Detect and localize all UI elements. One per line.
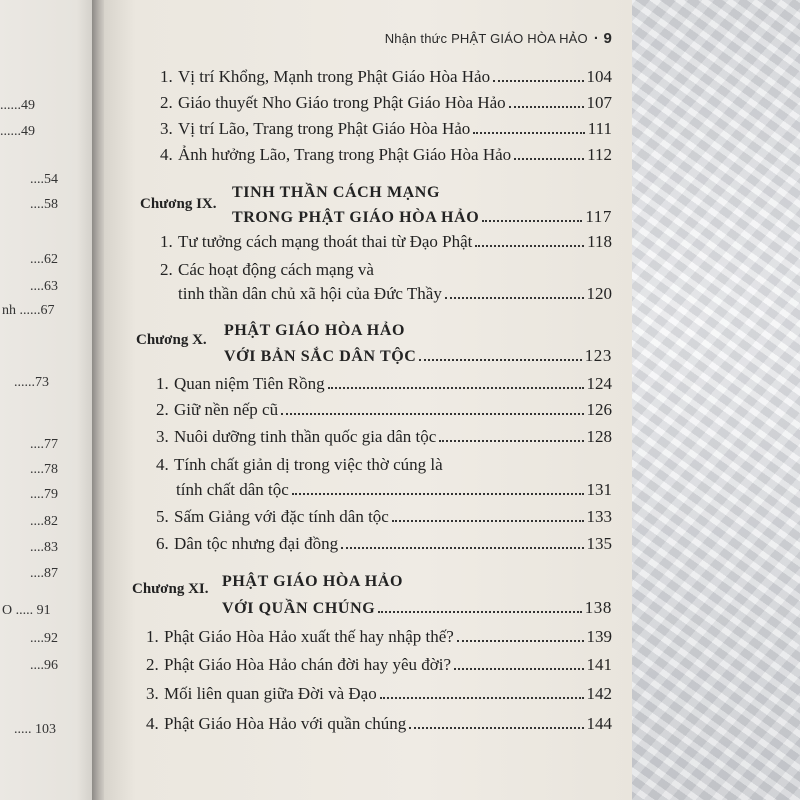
toc-entry: 3. Vị trí Lão, Trang trong Phật Giáo Hòa Hảo 111: [160, 119, 612, 138]
left-entry: ....83: [30, 540, 58, 555]
toc-entry: 3. Mối liên quan giữa Đời và Đạo 142: [146, 684, 612, 703]
toc-entry: 1. Phật Giáo Hòa Hảo xuất thế hay nhập thế? 139: [146, 627, 612, 646]
left-entry: ....87: [30, 566, 58, 581]
left-entry: O ..... 91: [2, 603, 51, 618]
left-entry: ..... 103: [14, 722, 56, 737]
toc-entry-line1: 4. Tính chất giản dị trong việc thờ cúng là: [156, 455, 443, 474]
right-page: [104, 0, 632, 800]
toc-entry-line1: 2. Các hoạt động cách mạng và: [160, 260, 374, 279]
left-entry: ......49: [0, 98, 35, 113]
left-entry: ....77: [30, 437, 58, 452]
toc-entry: 1. Vị trí Khổng, Mạnh trong Phật Giáo Hòa Hảo 104: [160, 67, 612, 86]
left-entry: ....96: [30, 658, 58, 673]
toc-entry: 4. Phật Giáo Hòa Hảo với quần chúng 144: [146, 714, 612, 733]
toc-entry: tinh thần dân chủ xã hội của Đức Thầy 120: [178, 284, 612, 303]
left-entry: ....92: [30, 631, 58, 646]
left-entry: ......73: [14, 375, 49, 390]
header-title: Nhận thức PHẬT GIÁO HÒA HẢO: [384, 31, 588, 46]
chapter-title: TINH THẦN CÁCH MẠNG: [232, 184, 441, 201]
chapter-title-line: TRONG PHẬT GIÁO HÒA HẢO 117: [232, 207, 612, 226]
header-page-number: · 9: [593, 30, 612, 47]
chapter-title: PHẬT GIÁO HÒA HẢO: [222, 573, 404, 590]
left-entry: ....54: [30, 172, 58, 187]
left-entry: nh ......67: [2, 303, 55, 318]
left-entry: ....79: [30, 487, 58, 502]
left-entry: ....78: [30, 462, 58, 477]
left-entry: ....62: [30, 252, 58, 267]
chapter-label: Chương X.: [136, 332, 207, 348]
table-of-contents: [104, 0, 632, 800]
chapter-title-line: VỚI BẢN SẮC DÂN TỘC 123: [224, 346, 612, 365]
toc-entry: 4. Ảnh hưởng Lão, Trang trong Phật Giáo Hòa Hảo 112: [160, 145, 612, 164]
toc-entry: 2. Giữ nền nếp cũ 126: [156, 400, 612, 419]
chapter-label: Chương XI.: [132, 581, 209, 597]
left-entry: ....82: [30, 514, 58, 529]
toc-entry: 5. Sấm Giảng với đặc tính dân tộc 133: [156, 507, 612, 526]
toc-entry: 2. Giáo thuyết Nho Giáo trong Phật Giáo Hòa Hảo 107: [160, 93, 612, 112]
bubble-wrap-background: [620, 0, 800, 800]
left-entry: ......49: [0, 124, 35, 139]
left-entry: ....58: [30, 197, 58, 212]
toc-entry: 1. Tư tưởng cách mạng thoát thai từ Đạo Phật 118: [160, 232, 612, 251]
left-page: [0, 0, 96, 800]
toc-entry: 1. Quan niệm Tiên Rồng 124: [156, 374, 612, 393]
left-entry: ....63: [30, 279, 58, 294]
toc-entry: 6. Dân tộc nhưng đại đồng 135: [156, 534, 612, 553]
toc-entry: 3. Nuôi dưỡng tinh thần quốc gia dân tộc 128: [156, 427, 612, 446]
toc-entry: 2. Phật Giáo Hòa Hảo chán đời hay yêu đời? 141: [146, 655, 612, 674]
chapter-title-line: VỚI QUẦN CHÚNG 138: [222, 598, 612, 617]
chapter-title: PHẬT GIÁO HÒA HẢO: [224, 322, 406, 339]
toc-entry: tính chất dân tộc 131: [176, 480, 612, 499]
chapter-label: Chương IX.: [140, 196, 217, 212]
